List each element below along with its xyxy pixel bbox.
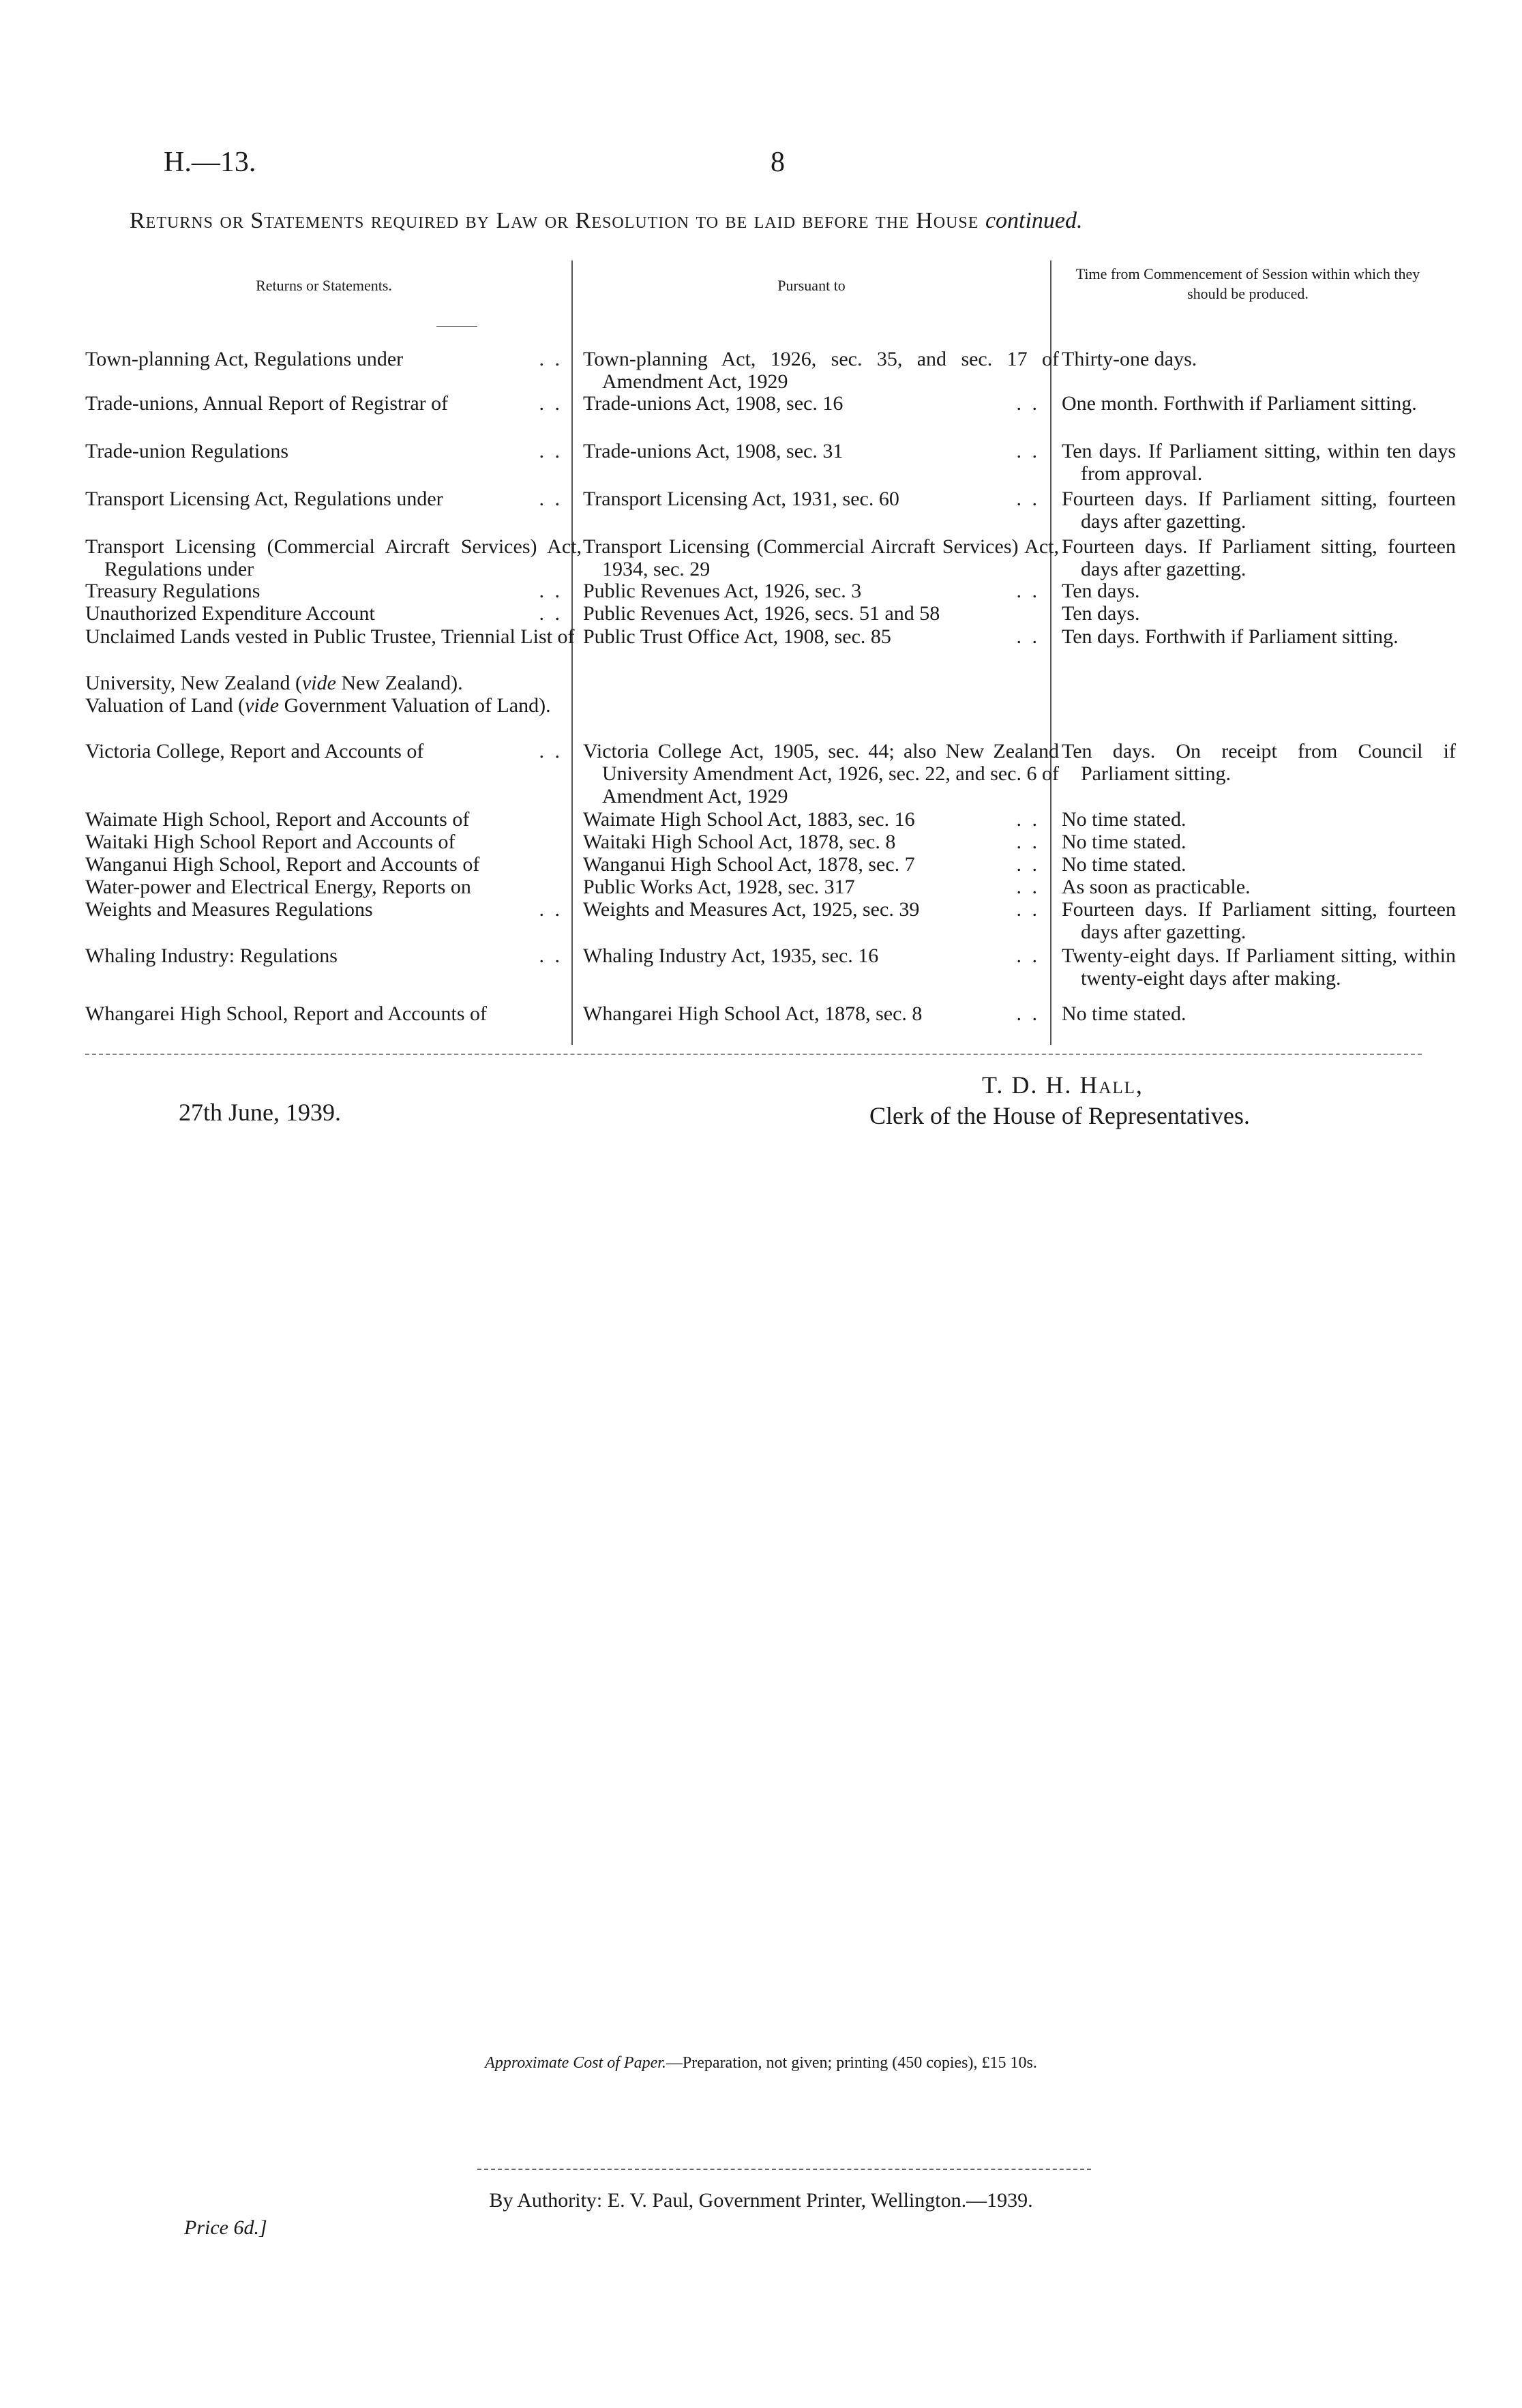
- returns-cell: [85, 694, 582, 717]
- returns-cell: [85, 945, 563, 967]
- returns-cell: [85, 488, 563, 510]
- leader-dots: . .: [1016, 625, 1040, 648]
- pursuant-cell: [583, 898, 1040, 921]
- pursuant-cell-text: Waimate High School Act, 1883, sec. 16: [583, 808, 915, 831]
- time-cell: Fourteen days. If Parliament sitting, fourteen days after gazetting.: [1062, 488, 1456, 533]
- returns-cell-pre: University, New Zealand (: [85, 672, 302, 694]
- leader-dots: . .: [1016, 392, 1040, 415]
- leader-dots: . .: [1016, 580, 1040, 602]
- leader-dots: . .: [539, 392, 563, 415]
- time-cell: No time stated.: [1062, 808, 1187, 831]
- cost-text: —Preparation, not given; printing (450 copies), £15 10s.: [666, 2054, 1037, 2072]
- column-divider: [571, 261, 573, 1045]
- pursuant-cell-text: Trade-unions Act, 1908, sec. 16: [583, 392, 844, 415]
- pursuant-cell: Town-planning Act, 1926, sec. 35, and sec. 17 of Amendment Act, 1929: [583, 348, 1059, 393]
- pursuant-cell-text: Public Works Act, 1928, sec. 317: [583, 876, 855, 898]
- pursuant-cell-text: Trade-unions Act, 1908, sec. 31: [583, 440, 844, 462]
- returns-cell: Waitaki High School Report and Accounts of: [85, 831, 456, 853]
- price: Price 6d.]: [184, 2216, 267, 2239]
- returns-cell: Transport Licensing (Commercial Aircraft Services) Act, Regulations under: [85, 535, 582, 580]
- leader-dots: . .: [1016, 808, 1040, 831]
- returns-cell: [85, 898, 563, 921]
- leader-dots: . .: [1016, 898, 1040, 921]
- header-rule: [436, 326, 477, 327]
- pursuant-cell-text: Transport Licensing Act, 1931, sec. 60: [583, 488, 899, 510]
- leader-dots: . .: [539, 602, 563, 625]
- pursuant-cell: [583, 580, 1040, 602]
- footer-rule: [477, 2169, 1091, 2170]
- pursuant-cell-text: Whaling Industry Act, 1935, sec. 16: [583, 945, 879, 967]
- returns-cell-pre: Valuation of Land (: [85, 694, 245, 717]
- time-cell: Ten days.: [1062, 580, 1140, 602]
- time-cell: No time stated.: [1062, 831, 1187, 853]
- leader-dots: . .: [1016, 876, 1040, 898]
- leader-dots: . .: [539, 348, 563, 370]
- time-cell: Ten days. Forthwith if Parliament sitting.: [1062, 625, 1399, 648]
- returns-cell-text: Unauthorized Expenditure Account: [85, 602, 375, 625]
- leader-dots: . .: [1016, 853, 1040, 876]
- page-title: [130, 208, 1398, 234]
- returns-cell: [85, 440, 563, 462]
- column-header-returns: Returns or Statements.: [256, 277, 392, 294]
- signatory-title: Clerk of the House of Representatives.: [869, 1102, 1250, 1129]
- column-header-time: Time from Commencement of Session within which they should be produced.: [1075, 265, 1420, 302]
- returns-cell: [85, 348, 563, 370]
- returns-cell-text: Transport Licensing Act, Regulations under: [85, 488, 443, 510]
- page-number: 8: [771, 147, 785, 178]
- pursuant-cell-text: Weights and Measures Act, 1925, sec. 39: [583, 898, 920, 921]
- returns-cell: [85, 602, 563, 625]
- leader-dots: . .: [539, 945, 563, 967]
- pursuant-cell: [583, 831, 1040, 853]
- time-cell: As soon as practicable.: [1062, 876, 1251, 898]
- pursuant-cell-text: Whangarei High School Act, 1878, sec. 8: [583, 1002, 923, 1025]
- time-cell: Ten days. If Parliament sitting, within ten days from approval.: [1062, 440, 1456, 485]
- cost-label: Approximate Cost of Paper.: [485, 2054, 666, 2072]
- title-continued: continued.: [985, 208, 1083, 233]
- pursuant-cell: [583, 625, 1040, 648]
- returns-cell: [85, 392, 563, 415]
- returns-cell: [85, 740, 563, 762]
- column-header-pursuant: Pursuant to: [777, 277, 846, 294]
- time-cell: Twenty-eight days. If Parliament sitting, within twenty-eight days after making.: [1062, 945, 1456, 990]
- pursuant-cell: [583, 808, 1040, 831]
- returns-cell-text: Town-planning Act, Regulations under: [85, 348, 404, 370]
- returns-cell-text: Treasury Regulations: [85, 580, 260, 602]
- pursuant-cell: Public Revenues Act, 1926, secs. 51 and 58: [583, 602, 940, 625]
- returns-cell-post: New Zealand).: [335, 672, 463, 694]
- returns-cell: Unclaimed Lands vested in Public Trustee, Triennial List of: [85, 625, 575, 648]
- signatory-name: T. D. H. Hall,: [982, 1071, 1144, 1099]
- pursuant-cell: [583, 488, 1040, 510]
- leader-dots: . .: [539, 488, 563, 510]
- returns-cell: Whangarei High School, Report and Accounts of: [85, 1002, 488, 1025]
- returns-cell: [85, 672, 582, 694]
- pursuant-cell: [583, 440, 1040, 462]
- pursuant-cell-text: Public Trust Office Act, 1908, sec. 85: [583, 625, 891, 648]
- returns-cell-vide: vide: [245, 694, 280, 717]
- pursuant-cell: [583, 392, 1040, 415]
- pursuant-cell: [583, 876, 1040, 898]
- returns-cell-text: Victoria College, Report and Accounts of: [85, 740, 424, 762]
- title-lead: Returns or Statements required by Law or Resolution to be laid before the House: [130, 208, 979, 233]
- returns-cell-text: Trade-union Regulations: [85, 440, 289, 462]
- returns-cell-text: Whaling Industry: Regulations: [85, 945, 338, 967]
- time-cell: Fourteen days. If Parliament sitting, fourteen days after gazetting.: [1062, 898, 1456, 943]
- leader-dots: . .: [539, 740, 563, 762]
- time-cell: Ten days.: [1062, 602, 1140, 625]
- table-bottom-rule: [85, 1054, 1422, 1055]
- pursuant-cell: [583, 1002, 1040, 1025]
- pursuant-cell-text: Wanganui High School Act, 1878, sec. 7: [583, 853, 915, 876]
- returns-cell: [85, 580, 563, 602]
- leader-dots: . .: [1016, 488, 1040, 510]
- returns-cell: Water-power and Electrical Energy, Reports on: [85, 876, 471, 898]
- pursuant-cell: [583, 945, 1040, 967]
- leader-dots: . .: [539, 898, 563, 921]
- returns-cell-text: Trade-unions, Annual Report of Registrar of: [85, 392, 449, 415]
- returns-cell: Wanganui High School, Report and Accounts of: [85, 853, 480, 876]
- leader-dots: . .: [1016, 1002, 1040, 1025]
- leader-dots: . .: [1016, 945, 1040, 967]
- pursuant-cell-text: Public Revenues Act, 1926, sec. 3: [583, 580, 862, 602]
- time-cell: Ten days. On receipt from Council if Parliament sitting.: [1062, 740, 1456, 785]
- returns-cell-post: Government Valuation of Land).: [279, 694, 551, 717]
- pursuant-cell-text: Waitaki High School Act, 1878, sec. 8: [583, 831, 896, 853]
- pursuant-cell: Victoria College Act, 1905, sec. 44; also New Zealand University Amendment Act, 1926, sec. 22, and sec. 6 of Amendment Act, 1929: [583, 740, 1059, 807]
- document-reference: H.—13.: [164, 147, 256, 178]
- time-cell: No time stated.: [1062, 853, 1187, 876]
- cost-of-paper: [0, 2054, 1522, 2072]
- leader-dots: . .: [539, 580, 563, 602]
- printer-authority: By Authority: E. V. Paul, Government Printer, Wellington.—1939.: [489, 2189, 1033, 2212]
- pursuant-cell: [583, 853, 1040, 876]
- leader-dots: . .: [539, 440, 563, 462]
- pursuant-cell: Transport Licensing (Commercial Aircraft Services) Act, 1934, sec. 29: [583, 535, 1059, 580]
- time-cell: One month. Forthwith if Parliament sitting.: [1062, 392, 1417, 415]
- leader-dots: . .: [1016, 831, 1040, 853]
- returns-cell: Waimate High School, Report and Accounts of: [85, 808, 470, 831]
- time-cell: Thirty-one days.: [1062, 348, 1197, 370]
- time-cell: Fourteen days. If Parliament sitting, fourteen days after gazetting.: [1062, 535, 1456, 580]
- time-cell: No time stated.: [1062, 1002, 1187, 1025]
- leader-dots: . .: [1016, 440, 1040, 462]
- date: 27th June, 1939.: [179, 1099, 341, 1126]
- returns-cell-text: Weights and Measures Regulations: [85, 898, 373, 921]
- returns-cell-vide: vide: [301, 672, 336, 694]
